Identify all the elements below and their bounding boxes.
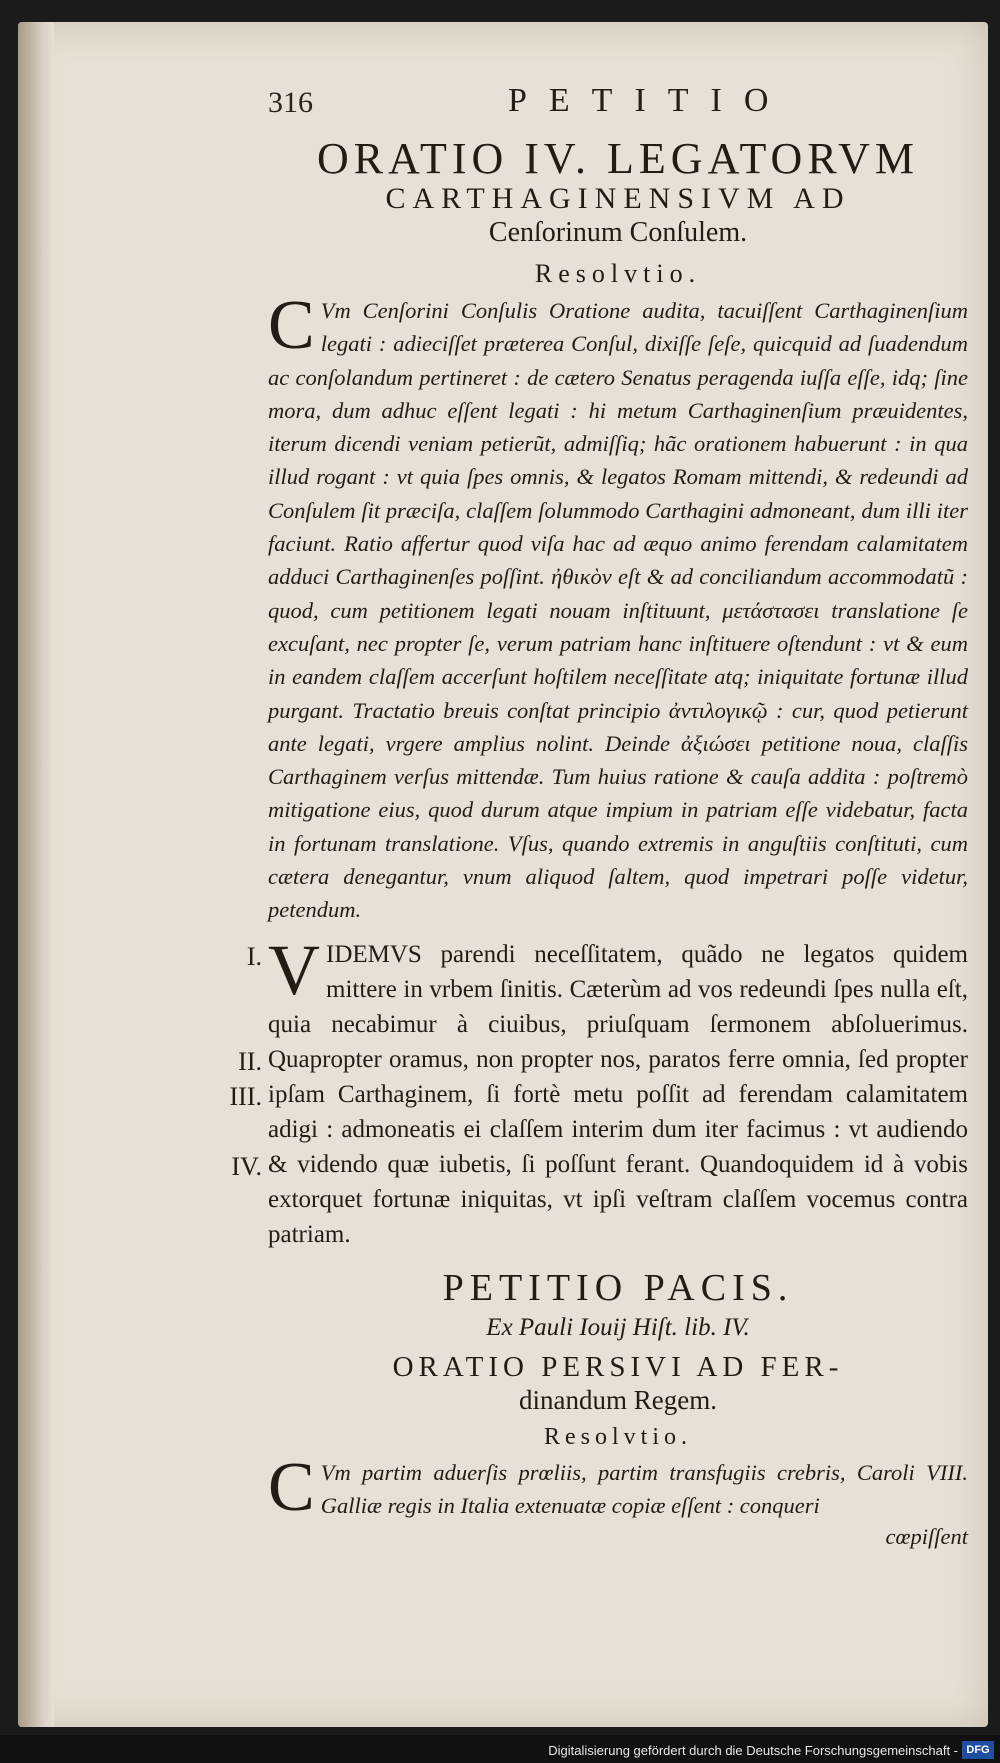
second-oration-addressee: dinandum Regem.	[519, 1384, 717, 1415]
speech-marker-2: II.	[238, 1046, 262, 1076]
page-binding-edge	[18, 22, 54, 1727]
second-oration-title: ORATIO PERSIVI AD FER-	[392, 1350, 844, 1383]
page-number: 316	[268, 86, 313, 119]
speech-part-2: Quapropter oramus, non propter nos, paratos ferre omnia, ſed propter ipſam Carthaginem,	[268, 1045, 968, 1108]
resolutio-text-block	[268, 287, 968, 927]
book-page	[18, 22, 988, 1727]
speech-marker-1: I.	[246, 941, 262, 971]
oration-addressee: Cenſorinum Conſulem.	[488, 217, 748, 248]
running-title: PETITIO	[508, 82, 791, 119]
speech-marker-4: IV.	[231, 1151, 262, 1181]
speech-part-3: ſi fortè metu poſſit ad ferendam calamitatem adigi : admoneatis ei claſſem interim dum iter facimus : vt audiendo &	[268, 1080, 969, 1178]
oration-subtitle: CARTHAGINENSIVM AD	[385, 182, 851, 215]
running-head	[268, 80, 968, 130]
second-resolutio-block	[268, 1448, 968, 1526]
speech-marker-3: III.	[229, 1081, 262, 1111]
resolutio-heading: Resolvtio.	[534, 259, 702, 288]
section-title: PETITIO PACIS.	[442, 1266, 794, 1309]
second-resolutio-heading: Resolvtio.	[543, 1423, 692, 1450]
dfg-logo: DFG	[962, 1741, 994, 1759]
source-citation: Ex Pauli Iouij Hiſt. lib. IV.	[486, 1313, 750, 1341]
speech-part-4: videndo quæ iubetis, ſi poſſunt ferant. Quandoquidem id à vobis extorquet fortunæ iniquitas, vt ipſi veſtram claſſem vocemus contra patriam.	[268, 1150, 968, 1248]
second-resolutio-dropcap: C	[268, 1448, 315, 1526]
footer-bar	[0, 1735, 1000, 1763]
footer-credit: Digitalisierung gefördert durch die Deutsche Forschungsgemeinschaft -	[548, 1743, 958, 1758]
speech-text-block	[229, 929, 969, 1252]
speech-part-1: IDEMVS parendi neceſſitatem, quãdo ne legatos quidem mittere in vrbem ſinitis. Cæterùm ad vos redeundi ſpes nulla eſt, quia necabimur à ciuibus, priuſquam ſermonem abſoluerimus.	[268, 940, 968, 1038]
oration-title: ORATIO IV. LEGATORVM	[316, 134, 920, 183]
resolutio-dropcap: C	[268, 287, 315, 364]
resolutio-text: Vm Cenſorini Conſulis Oratione audita, tacuiſſent Carthaginenſium legati : adieciſſet præterea Conſul, dixiſſe ſeſe, quicquid ad ſuadendum ac conſolandum pertineret : de cætero Senatus peragenda iuſſa eſſe, idq; ſine mora, dum adhuc eſſent legati : hi metum Carthaginenſium præuidentes, iterum dicendi veniam petierũt, admiſſiq; hãc orationem habuerunt : in qua illud rogant : vt quia ſpes omnis, & legatos Romam mittendi, & redeundi ad Conſulem ſit præciſa, claſſem ſolummodo Carthagini admoneant, dum illi iter faciunt. Ratio affertur quod viſa hac ad æquo animo ferendam calamitatem adduci Carthaginenſes poſſint. ἠθικὸν eſt & ad conciliandum accommodatũ : quod, cum petitionem legati nouam inſtituunt, μετάστασει translatione ſe excuſant, nec propter ſe, verum patriam hanc inſtituere oſtendunt : vt & eum in eandem claſſem accerſunt hoſtilem neceſſitate atq; iniquitate fortunæ illud purgant. Tractatio breuis conſtat principio ἀντιλογικῷ : cur, quod petierunt ante legati, vrgere amplius nolint. Deinde ἀξιώσει petitione noua, claſſis Carthaginem verſus mittendæ. Tum huius ratione & cauſa addita : poſtremò mitigatione eius, quod durum atque impium in patriam eſſe videbatur, facta in fortunam translatione. Vſus, quando extremis in anguſtiis conſtituti, cum cætera denegantur, vnum aliquod ſaltem, quod impetrari poſſe videtur, petendum.	[268, 298, 968, 923]
page-content	[229, 80, 969, 1552]
second-resolutio-text: Vm partim aduerſis prœliis, partim transfugiis crebris, Caroli VIII. Galliæ regis in Italia extenuatæ copiæ eſſent : conqueri	[320, 1459, 968, 1518]
catchword: cœpiſſent	[885, 1523, 968, 1549]
speech-dropcap: V	[268, 929, 320, 1010]
